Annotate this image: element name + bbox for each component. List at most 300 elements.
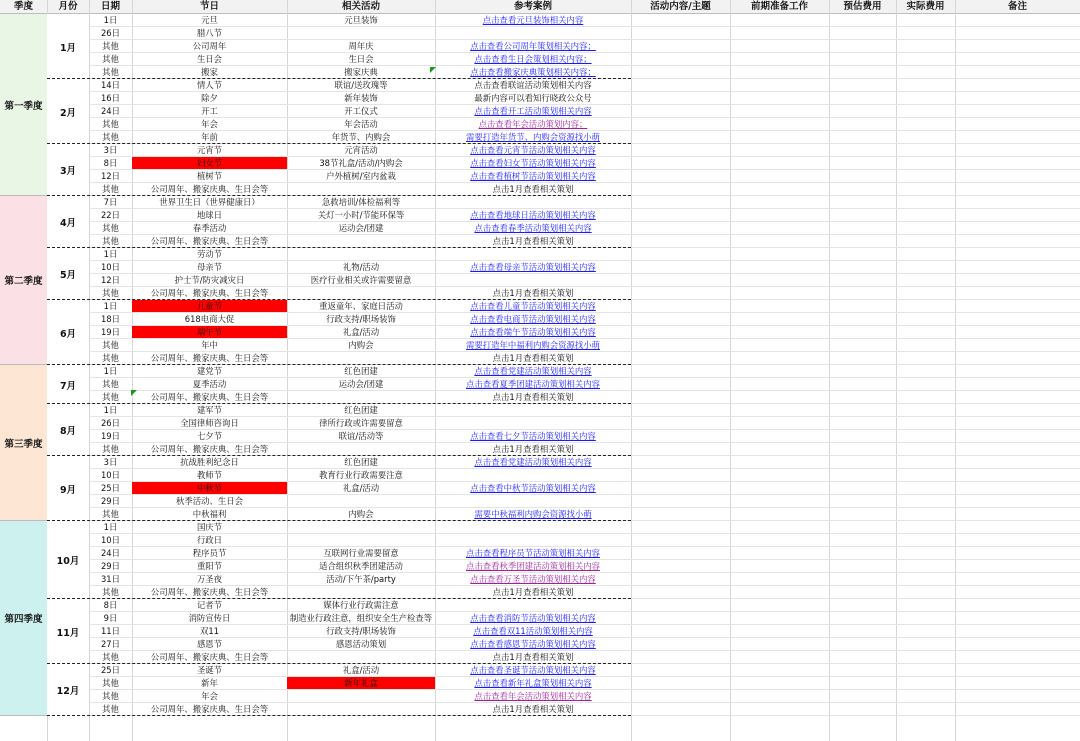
empty-cell[interactable]	[829, 131, 896, 144]
empty-cell[interactable]	[896, 183, 955, 196]
empty-cell[interactable]	[631, 677, 730, 690]
empty-cell[interactable]	[955, 495, 1080, 508]
empty-cell[interactable]	[631, 495, 730, 508]
empty-cell[interactable]	[955, 131, 1080, 144]
empty-cell[interactable]	[955, 482, 1080, 495]
empty-cell[interactable]	[730, 677, 829, 690]
empty-cell[interactable]	[829, 469, 896, 482]
empty-cell[interactable]	[829, 664, 896, 677]
empty-cell[interactable]	[829, 456, 896, 469]
empty-cell[interactable]	[955, 664, 1080, 677]
empty-cell[interactable]	[896, 144, 955, 157]
empty-cell[interactable]	[896, 261, 955, 274]
empty-cell[interactable]	[829, 209, 896, 222]
empty-cell[interactable]	[631, 209, 730, 222]
empty-cell[interactable]	[829, 391, 896, 404]
example-link[interactable]	[435, 573, 631, 586]
empty-cell[interactable]	[896, 131, 955, 144]
empty-cell[interactable]	[896, 40, 955, 53]
empty-cell[interactable]	[730, 521, 829, 534]
empty-cell[interactable]	[631, 40, 730, 53]
empty-cell[interactable]	[896, 521, 955, 534]
empty-cell[interactable]	[955, 183, 1080, 196]
example-text[interactable]: 点击查看端午节活动策划相关内容	[470, 327, 596, 337]
example-text[interactable]: 点击查看开工活动策划相关内容	[474, 106, 592, 116]
empty-cell[interactable]	[955, 391, 1080, 404]
example-text[interactable]: 点击查看电商节活动策划相关内容	[470, 314, 596, 324]
example-text[interactable]: 点击查看秋季团建活动策划相关内容	[466, 561, 600, 571]
empty-cell[interactable]	[896, 443, 955, 456]
empty-cell[interactable]	[955, 677, 1080, 690]
empty-cell[interactable]	[730, 430, 829, 443]
example-link[interactable]	[435, 430, 631, 443]
example-text[interactable]: 点击查看搬家庆典策划相关内容；	[470, 67, 596, 77]
empty-cell[interactable]	[730, 651, 829, 664]
example-link[interactable]	[435, 40, 631, 53]
empty-cell[interactable]	[631, 14, 730, 27]
empty-cell[interactable]	[631, 118, 730, 131]
empty-cell[interactable]	[730, 456, 829, 469]
empty-cell[interactable]	[896, 495, 955, 508]
empty-cell[interactable]	[896, 378, 955, 391]
empty-cell[interactable]	[829, 105, 896, 118]
empty-cell[interactable]	[829, 599, 896, 612]
empty-cell[interactable]	[955, 196, 1080, 209]
empty-cell[interactable]	[730, 352, 829, 365]
empty-cell[interactable]	[730, 261, 829, 274]
empty-cell[interactable]	[829, 235, 896, 248]
example-text[interactable]: 点击查看儿童节活动策划相关内容	[470, 301, 596, 311]
empty-cell[interactable]	[631, 651, 730, 664]
empty-cell[interactable]	[730, 209, 829, 222]
empty-cell[interactable]	[631, 664, 730, 677]
empty-cell[interactable]	[955, 170, 1080, 183]
example-text[interactable]: 点击查看公司周年策划相关内容；	[470, 41, 596, 51]
empty-cell[interactable]	[955, 209, 1080, 222]
empty-cell[interactable]	[730, 14, 829, 27]
empty-cell[interactable]	[829, 586, 896, 599]
empty-cell[interactable]	[829, 170, 896, 183]
empty-cell[interactable]	[896, 599, 955, 612]
example-text[interactable]: 点击查看夏季团建活动策划相关内容	[466, 379, 600, 389]
empty-cell[interactable]	[829, 495, 896, 508]
empty-cell[interactable]	[829, 313, 896, 326]
empty-cell[interactable]	[829, 144, 896, 157]
empty-cell[interactable]	[631, 66, 730, 79]
empty-cell[interactable]	[730, 586, 829, 599]
empty-cell[interactable]	[829, 248, 896, 261]
empty-cell[interactable]	[896, 430, 955, 443]
empty-cell[interactable]	[730, 105, 829, 118]
empty-cell[interactable]	[631, 404, 730, 417]
empty-cell[interactable]	[631, 690, 730, 703]
empty-cell[interactable]	[631, 313, 730, 326]
empty-cell[interactable]	[631, 430, 730, 443]
empty-cell[interactable]	[829, 79, 896, 92]
empty-cell[interactable]	[896, 339, 955, 352]
empty-cell[interactable]	[730, 443, 829, 456]
empty-cell[interactable]	[631, 443, 730, 456]
empty-cell[interactable]	[730, 118, 829, 131]
example-text[interactable]: 点击查看双11活动策划相关内容	[473, 626, 593, 636]
empty-cell[interactable]	[955, 378, 1080, 391]
empty-cell[interactable]	[896, 287, 955, 300]
example-text[interactable]: 点击查看消防节活动策划相关内容	[470, 613, 596, 623]
empty-cell[interactable]	[730, 170, 829, 183]
empty-cell[interactable]	[631, 53, 730, 66]
empty-cell[interactable]	[730, 495, 829, 508]
empty-cell[interactable]	[829, 404, 896, 417]
empty-cell[interactable]	[730, 79, 829, 92]
empty-cell[interactable]	[730, 92, 829, 105]
example-link[interactable]	[435, 14, 631, 27]
empty-cell[interactable]	[631, 248, 730, 261]
empty-cell[interactable]	[829, 560, 896, 573]
empty-cell[interactable]	[896, 573, 955, 586]
empty-cell[interactable]	[730, 40, 829, 53]
example-text[interactable]: 点击查看党建活动策划相关内容	[474, 366, 592, 376]
empty-cell[interactable]	[730, 365, 829, 378]
empty-cell[interactable]	[730, 131, 829, 144]
empty-cell[interactable]	[730, 599, 829, 612]
empty-cell[interactable]	[955, 118, 1080, 131]
example-link[interactable]	[435, 157, 631, 170]
empty-cell[interactable]	[955, 14, 1080, 27]
empty-cell[interactable]	[829, 534, 896, 547]
empty-cell[interactable]	[631, 222, 730, 235]
empty-cell[interactable]	[730, 612, 829, 625]
example-text[interactable]: 需要打造年货节、内购会资源找小萌	[466, 132, 600, 142]
empty-cell[interactable]	[955, 53, 1080, 66]
empty-cell[interactable]	[896, 638, 955, 651]
empty-cell[interactable]	[730, 144, 829, 157]
example-text[interactable]: 点击查看生日会策划相关内容；	[474, 54, 592, 64]
example-link[interactable]	[435, 339, 631, 352]
empty-cell[interactable]	[955, 326, 1080, 339]
empty-cell[interactable]	[955, 261, 1080, 274]
empty-cell[interactable]	[829, 651, 896, 664]
empty-cell[interactable]	[730, 53, 829, 66]
empty-cell[interactable]	[896, 53, 955, 66]
empty-cell[interactable]	[631, 573, 730, 586]
empty-cell[interactable]	[896, 664, 955, 677]
empty-cell[interactable]	[631, 456, 730, 469]
example-link[interactable]	[435, 105, 631, 118]
example-link[interactable]	[435, 300, 631, 313]
empty-cell[interactable]	[730, 222, 829, 235]
empty-cell[interactable]	[829, 339, 896, 352]
example-text[interactable]: 点击查看母亲节活动策划相关内容	[470, 262, 596, 272]
empty-cell[interactable]	[730, 391, 829, 404]
empty-cell[interactable]	[955, 404, 1080, 417]
empty-cell[interactable]	[631, 79, 730, 92]
empty-cell[interactable]	[829, 612, 896, 625]
empty-cell[interactable]	[829, 300, 896, 313]
example-link[interactable]	[435, 664, 631, 677]
empty-cell[interactable]	[829, 443, 896, 456]
empty-cell[interactable]	[955, 469, 1080, 482]
empty-cell[interactable]	[829, 40, 896, 53]
empty-cell[interactable]	[631, 183, 730, 196]
empty-cell[interactable]	[896, 326, 955, 339]
empty-cell[interactable]	[896, 105, 955, 118]
empty-cell[interactable]	[955, 625, 1080, 638]
empty-cell[interactable]	[829, 222, 896, 235]
empty-cell[interactable]	[955, 586, 1080, 599]
example-link[interactable]	[435, 144, 631, 157]
example-link[interactable]	[435, 261, 631, 274]
empty-cell[interactable]	[896, 508, 955, 521]
empty-cell[interactable]	[896, 469, 955, 482]
example-text[interactable]: 点击查看新年礼盒策划相关内容	[474, 678, 592, 688]
empty-cell[interactable]	[730, 703, 829, 716]
empty-cell[interactable]	[631, 365, 730, 378]
empty-cell[interactable]	[631, 469, 730, 482]
empty-cell[interactable]	[730, 313, 829, 326]
empty-cell[interactable]	[631, 586, 730, 599]
empty-cell[interactable]	[896, 157, 955, 170]
empty-cell[interactable]	[955, 157, 1080, 170]
empty-cell[interactable]	[955, 235, 1080, 248]
empty-cell[interactable]	[955, 534, 1080, 547]
empty-cell[interactable]	[896, 352, 955, 365]
empty-cell[interactable]	[730, 157, 829, 170]
empty-cell[interactable]	[730, 573, 829, 586]
example-link[interactable]	[435, 482, 631, 495]
example-link[interactable]	[435, 456, 631, 469]
example-text[interactable]: 点击查看元宵节活动策划相关内容	[470, 145, 596, 155]
empty-cell[interactable]	[730, 625, 829, 638]
empty-cell[interactable]	[896, 27, 955, 40]
empty-cell[interactable]	[896, 560, 955, 573]
empty-cell[interactable]	[631, 300, 730, 313]
example-text[interactable]: 点击查看元旦装饰相关内容	[482, 15, 584, 25]
empty-cell[interactable]	[955, 612, 1080, 625]
empty-cell[interactable]	[829, 118, 896, 131]
empty-cell[interactable]	[896, 313, 955, 326]
empty-cell[interactable]	[896, 196, 955, 209]
empty-cell[interactable]	[730, 287, 829, 300]
example-text[interactable]: 点击查看中秋节活动策划相关内容	[470, 483, 596, 493]
example-link[interactable]	[435, 170, 631, 183]
empty-cell[interactable]	[829, 482, 896, 495]
empty-cell[interactable]	[955, 638, 1080, 651]
empty-cell[interactable]	[631, 547, 730, 560]
empty-cell[interactable]	[955, 365, 1080, 378]
empty-cell[interactable]	[829, 378, 896, 391]
empty-cell[interactable]	[896, 612, 955, 625]
empty-cell[interactable]	[829, 547, 896, 560]
empty-cell[interactable]	[631, 521, 730, 534]
empty-cell[interactable]	[896, 391, 955, 404]
empty-cell[interactable]	[829, 53, 896, 66]
empty-cell[interactable]	[955, 560, 1080, 573]
empty-cell[interactable]	[631, 144, 730, 157]
empty-cell[interactable]	[955, 105, 1080, 118]
empty-cell[interactable]	[631, 391, 730, 404]
empty-cell[interactable]	[829, 66, 896, 79]
example-text[interactable]: 点击查看春季活动策划相关内容	[474, 223, 592, 233]
empty-cell[interactable]	[631, 560, 730, 573]
empty-cell[interactable]	[896, 625, 955, 638]
empty-cell[interactable]	[829, 27, 896, 40]
empty-cell[interactable]	[955, 313, 1080, 326]
empty-cell[interactable]	[955, 521, 1080, 534]
empty-cell[interactable]	[730, 534, 829, 547]
empty-cell[interactable]	[730, 378, 829, 391]
empty-cell[interactable]	[631, 417, 730, 430]
empty-cell[interactable]	[829, 508, 896, 521]
empty-cell[interactable]	[955, 352, 1080, 365]
empty-cell[interactable]	[896, 14, 955, 27]
empty-cell[interactable]	[896, 222, 955, 235]
empty-cell[interactable]	[631, 196, 730, 209]
empty-cell[interactable]	[829, 573, 896, 586]
empty-cell[interactable]	[955, 430, 1080, 443]
empty-cell[interactable]	[730, 339, 829, 352]
empty-cell[interactable]	[955, 274, 1080, 287]
empty-cell[interactable]	[631, 170, 730, 183]
empty-cell[interactable]	[631, 274, 730, 287]
empty-cell[interactable]	[829, 365, 896, 378]
empty-cell[interactable]	[829, 690, 896, 703]
empty-cell[interactable]	[955, 300, 1080, 313]
example-text[interactable]: 需要打造年中福利内购会资源找小萌	[466, 340, 600, 350]
empty-cell[interactable]	[896, 79, 955, 92]
empty-cell[interactable]	[730, 27, 829, 40]
empty-cell[interactable]	[730, 508, 829, 521]
example-link[interactable]	[435, 547, 631, 560]
example-link[interactable]	[435, 53, 631, 66]
example-link[interactable]	[435, 612, 631, 625]
empty-cell[interactable]	[730, 469, 829, 482]
empty-cell[interactable]	[896, 482, 955, 495]
example-link[interactable]	[435, 365, 631, 378]
empty-cell[interactable]	[955, 92, 1080, 105]
empty-cell[interactable]	[829, 157, 896, 170]
empty-cell[interactable]	[955, 443, 1080, 456]
empty-cell[interactable]	[896, 690, 955, 703]
example-text[interactable]: 点击查看地球日活动策划相关内容	[470, 210, 596, 220]
example-link[interactable]	[435, 378, 631, 391]
empty-cell[interactable]	[730, 404, 829, 417]
empty-cell[interactable]	[955, 573, 1080, 586]
empty-cell[interactable]	[631, 599, 730, 612]
example-link[interactable]	[435, 690, 631, 703]
example-text[interactable]: 点击查看七夕节活动策划相关内容	[470, 431, 596, 441]
example-link[interactable]	[435, 209, 631, 222]
empty-cell[interactable]	[631, 105, 730, 118]
empty-cell[interactable]	[730, 417, 829, 430]
empty-cell[interactable]	[730, 274, 829, 287]
example-link[interactable]	[435, 638, 631, 651]
empty-cell[interactable]	[631, 625, 730, 638]
empty-cell[interactable]	[631, 339, 730, 352]
empty-cell[interactable]	[730, 326, 829, 339]
empty-cell[interactable]	[896, 703, 955, 716]
empty-cell[interactable]	[631, 235, 730, 248]
empty-cell[interactable]	[955, 508, 1080, 521]
empty-cell[interactable]	[896, 417, 955, 430]
empty-cell[interactable]	[955, 417, 1080, 430]
example-link[interactable]	[435, 118, 631, 131]
empty-cell[interactable]	[730, 560, 829, 573]
example-text[interactable]: 点击查看植树节活动策划相关内容	[470, 171, 596, 181]
example-text[interactable]: 点击查看妇女节活动策划相关内容	[470, 158, 596, 168]
empty-cell[interactable]	[631, 157, 730, 170]
empty-cell[interactable]	[829, 196, 896, 209]
empty-cell[interactable]	[829, 183, 896, 196]
empty-cell[interactable]	[896, 274, 955, 287]
empty-cell[interactable]	[730, 196, 829, 209]
empty-cell[interactable]	[955, 40, 1080, 53]
empty-cell[interactable]	[955, 651, 1080, 664]
empty-cell[interactable]	[730, 690, 829, 703]
empty-cell[interactable]	[896, 365, 955, 378]
empty-cell[interactable]	[631, 326, 730, 339]
empty-cell[interactable]	[896, 677, 955, 690]
empty-cell[interactable]	[829, 274, 896, 287]
empty-cell[interactable]	[730, 235, 829, 248]
example-text[interactable]: 需要中秋福利内购会资源找小萌	[474, 509, 592, 519]
empty-cell[interactable]	[896, 300, 955, 313]
empty-cell[interactable]	[631, 287, 730, 300]
empty-cell[interactable]	[631, 131, 730, 144]
example-link[interactable]	[435, 326, 631, 339]
empty-cell[interactable]	[631, 261, 730, 274]
empty-cell[interactable]	[829, 703, 896, 716]
empty-cell[interactable]	[631, 92, 730, 105]
empty-cell[interactable]	[631, 703, 730, 716]
empty-cell[interactable]	[955, 27, 1080, 40]
empty-cell[interactable]	[829, 287, 896, 300]
empty-cell[interactable]	[631, 638, 730, 651]
example-text[interactable]: 点击查看程序员节活动策划相关内容	[466, 548, 600, 558]
empty-cell[interactable]	[829, 677, 896, 690]
empty-cell[interactable]	[955, 287, 1080, 300]
example-link[interactable]	[435, 313, 631, 326]
empty-cell[interactable]	[730, 248, 829, 261]
empty-cell[interactable]	[896, 586, 955, 599]
empty-cell[interactable]	[631, 508, 730, 521]
empty-cell[interactable]	[730, 547, 829, 560]
empty-cell[interactable]	[955, 599, 1080, 612]
example-link[interactable]	[435, 560, 631, 573]
empty-cell[interactable]	[955, 79, 1080, 92]
empty-cell[interactable]	[829, 521, 896, 534]
empty-cell[interactable]	[896, 651, 955, 664]
empty-cell[interactable]	[955, 248, 1080, 261]
empty-cell[interactable]	[730, 66, 829, 79]
empty-cell[interactable]	[955, 222, 1080, 235]
empty-cell[interactable]	[829, 92, 896, 105]
empty-cell[interactable]	[896, 118, 955, 131]
empty-cell[interactable]	[896, 66, 955, 79]
empty-cell[interactable]	[896, 92, 955, 105]
empty-cell[interactable]	[829, 430, 896, 443]
example-link[interactable]	[435, 677, 631, 690]
empty-cell[interactable]	[955, 690, 1080, 703]
example-text[interactable]: 点击查看年会活动策划内容；	[478, 119, 588, 129]
empty-cell[interactable]	[829, 326, 896, 339]
empty-cell[interactable]	[896, 170, 955, 183]
empty-cell[interactable]	[955, 703, 1080, 716]
example-text[interactable]: 点击查看万圣节活动策划相关内容	[470, 574, 596, 584]
empty-cell[interactable]	[896, 456, 955, 469]
empty-cell[interactable]	[955, 66, 1080, 79]
empty-cell[interactable]	[829, 417, 896, 430]
example-text[interactable]: 点击查看感恩节活动策划相关内容	[470, 639, 596, 649]
